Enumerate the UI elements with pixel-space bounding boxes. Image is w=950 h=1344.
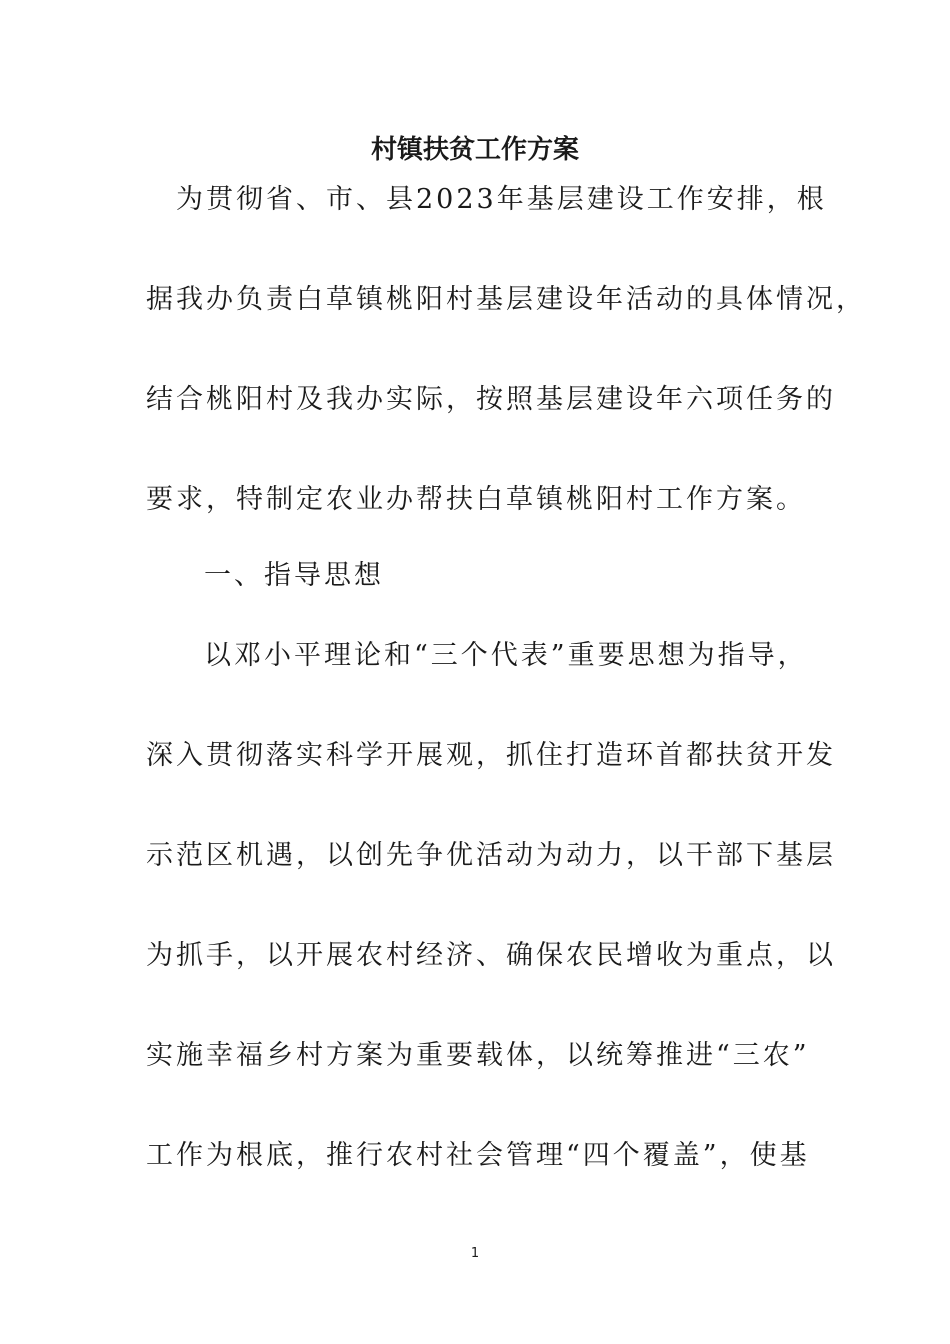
section-heading: 一、指导思想: [204, 560, 384, 591]
paragraph-line: 要求，特制定农业办帮扶白草镇桃阳村工作方案。: [146, 484, 806, 515]
paragraph-line: 工作为根底，推行农村社会管理“四个覆盖”，使基: [146, 1140, 810, 1171]
paragraph-line: 实施幸福乡村方案为重要载体，以统筹推进“三农”: [146, 1040, 810, 1071]
paragraph-line: 示范区机遇，以创先争优活动为动力，以干部下基层: [146, 840, 836, 871]
paragraph-line: 以邓小平理论和“三个代表”重要思想为指导，: [204, 640, 808, 671]
document-title: 村镇扶贫工作方案: [370, 135, 579, 165]
paragraph-line: 深入贯彻落实科学开展观，抓住打造环首都扶贫开发: [146, 740, 836, 771]
page-number: 1: [470, 1246, 480, 1261]
paragraph-line: 据我办负责白草镇桃阳村基层建设年活动的具体情况，: [146, 284, 866, 315]
paragraph-line: 结合桃阳村及我办实际，按照基层建设年六项任务的: [146, 384, 836, 415]
paragraph-line: 为贯彻省、市、县2023年基层建设工作安排，根: [176, 184, 827, 215]
paragraph-line: 为抓手，以开展农村经济、确保农民增收为重点，以: [146, 940, 836, 971]
